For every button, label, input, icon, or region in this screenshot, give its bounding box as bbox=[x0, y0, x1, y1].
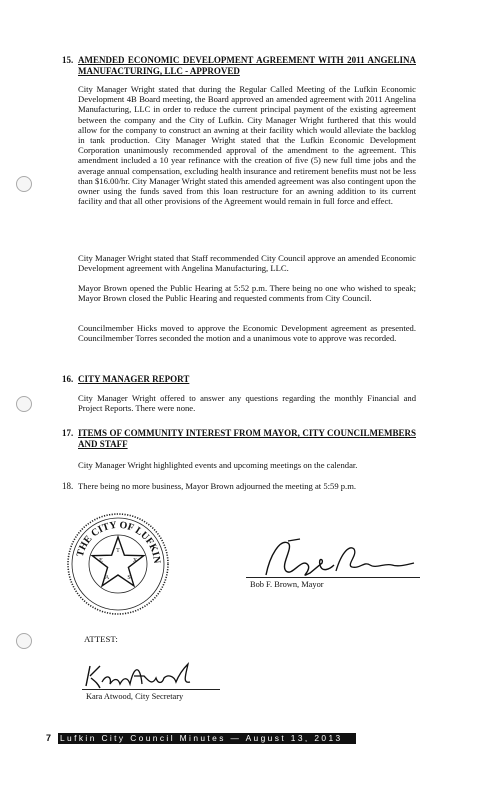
mayor-caption: Bob F. Brown, Mayor bbox=[250, 580, 324, 589]
section-17-paragraph-1: City Manager Wright highlighted events and upcoming meetings on the calendar. bbox=[78, 460, 358, 470]
section-15-paragraph-4: Councilmember Hicks moved to approve the Economic Development agreement as presented. Councilmember Torres seconded the motion and a unanimous vote to approve was recorded. bbox=[78, 323, 416, 344]
seal-ring-text: THE CITY OF LUFKIN bbox=[74, 519, 163, 564]
section-15-paragraph-3: Mayor Brown opened the Public Hearing at 5:52 p.m. There being no one who wished to speak; Mayor Brown closed the Public Hearing and requested comments from City Council. bbox=[78, 283, 416, 304]
section-15-heading bbox=[62, 55, 416, 77]
section-number: 18. bbox=[62, 481, 74, 491]
page-number: 7 bbox=[46, 733, 52, 743]
section-title: CITY MANAGER REPORT bbox=[78, 374, 190, 384]
section-title: AMENDED ECONOMIC DEVELOPMENT AGREEMENT WITH 2011 ANGELINA MANUFACTURING, LLC - APPROVED bbox=[78, 55, 416, 76]
section-number: 16. bbox=[62, 374, 74, 384]
seal-star-letter: S bbox=[127, 575, 131, 581]
attest-label: ATTEST: bbox=[84, 634, 118, 644]
section-17-heading bbox=[62, 428, 416, 450]
secretary-signature-line bbox=[82, 689, 220, 690]
section-number: 15. bbox=[62, 55, 74, 65]
page-footer bbox=[46, 733, 356, 745]
seal-star-letter: T bbox=[116, 548, 120, 554]
section-18-text: There being no more business, Mayor Brown adjourned the meeting at 5:59 p.m. bbox=[78, 481, 357, 491]
section-18 bbox=[62, 481, 416, 492]
section-title: ITEMS OF COMMUNITY INTEREST FROM MAYOR, CITY COUNCILMEMBERS AND STAFF bbox=[78, 428, 416, 449]
seal-star-letter: E bbox=[99, 558, 103, 564]
secretary-signature bbox=[82, 660, 202, 692]
footer-title-bar: Lufkin City Council Minutes — August 13, 2013 bbox=[58, 733, 356, 744]
punch-hole-3 bbox=[16, 633, 32, 649]
punch-hole-2 bbox=[16, 396, 32, 412]
section-number: 17. bbox=[62, 428, 74, 438]
punch-hole-1 bbox=[16, 176, 32, 192]
seal-star-letter: X bbox=[132, 558, 138, 564]
section-15-paragraph-2: City Manager Wright stated that Staff recommended City Council approve an amended Economic Development agreement with Angelina Manufacturing, LLC. bbox=[78, 253, 416, 274]
section-15-paragraph-1: City Manager Wright stated that during the Regular Called Meeting of the Lufkin Economic Development 4B Board meeting, the Board approved an amended agreement with 2011 Angelina Manufacturing, LLC in order to reduce the current principal payment of the existing agreement between the company and the City of Lufkin. City Manager Wright furthered that this would allow for the company to construct an awning at their facility which would alleviate the backlog in tank production. City Manager Wright stated that the Lufkin Economic Development Corporation unanimously recommended approval of the amendment to the agreement. This amendment included a 10 year refinance with the creation of five (5) new full time jobs and the average annual compensation, excluding health insurance and retirement benefits must not be less than $16.00/hr. City Manager Wright stated this amended agreement was also contingent upon the owner using the funds saved from this loan restructure for an awning addition to its current facility and that all other provisions of the Agreement would remain in full force and effect. bbox=[78, 84, 416, 207]
section-16-paragraph-1: City Manager Wright offered to answer any questions regarding the monthly Financial and Project Reports. There were none. bbox=[78, 393, 416, 414]
secretary-caption: Kara Atwood, City Secretary bbox=[86, 692, 184, 701]
city-seal bbox=[66, 512, 170, 616]
section-16-heading bbox=[62, 374, 416, 385]
mayor-signature-line bbox=[246, 577, 420, 578]
seal-star-letter: A bbox=[104, 575, 110, 581]
